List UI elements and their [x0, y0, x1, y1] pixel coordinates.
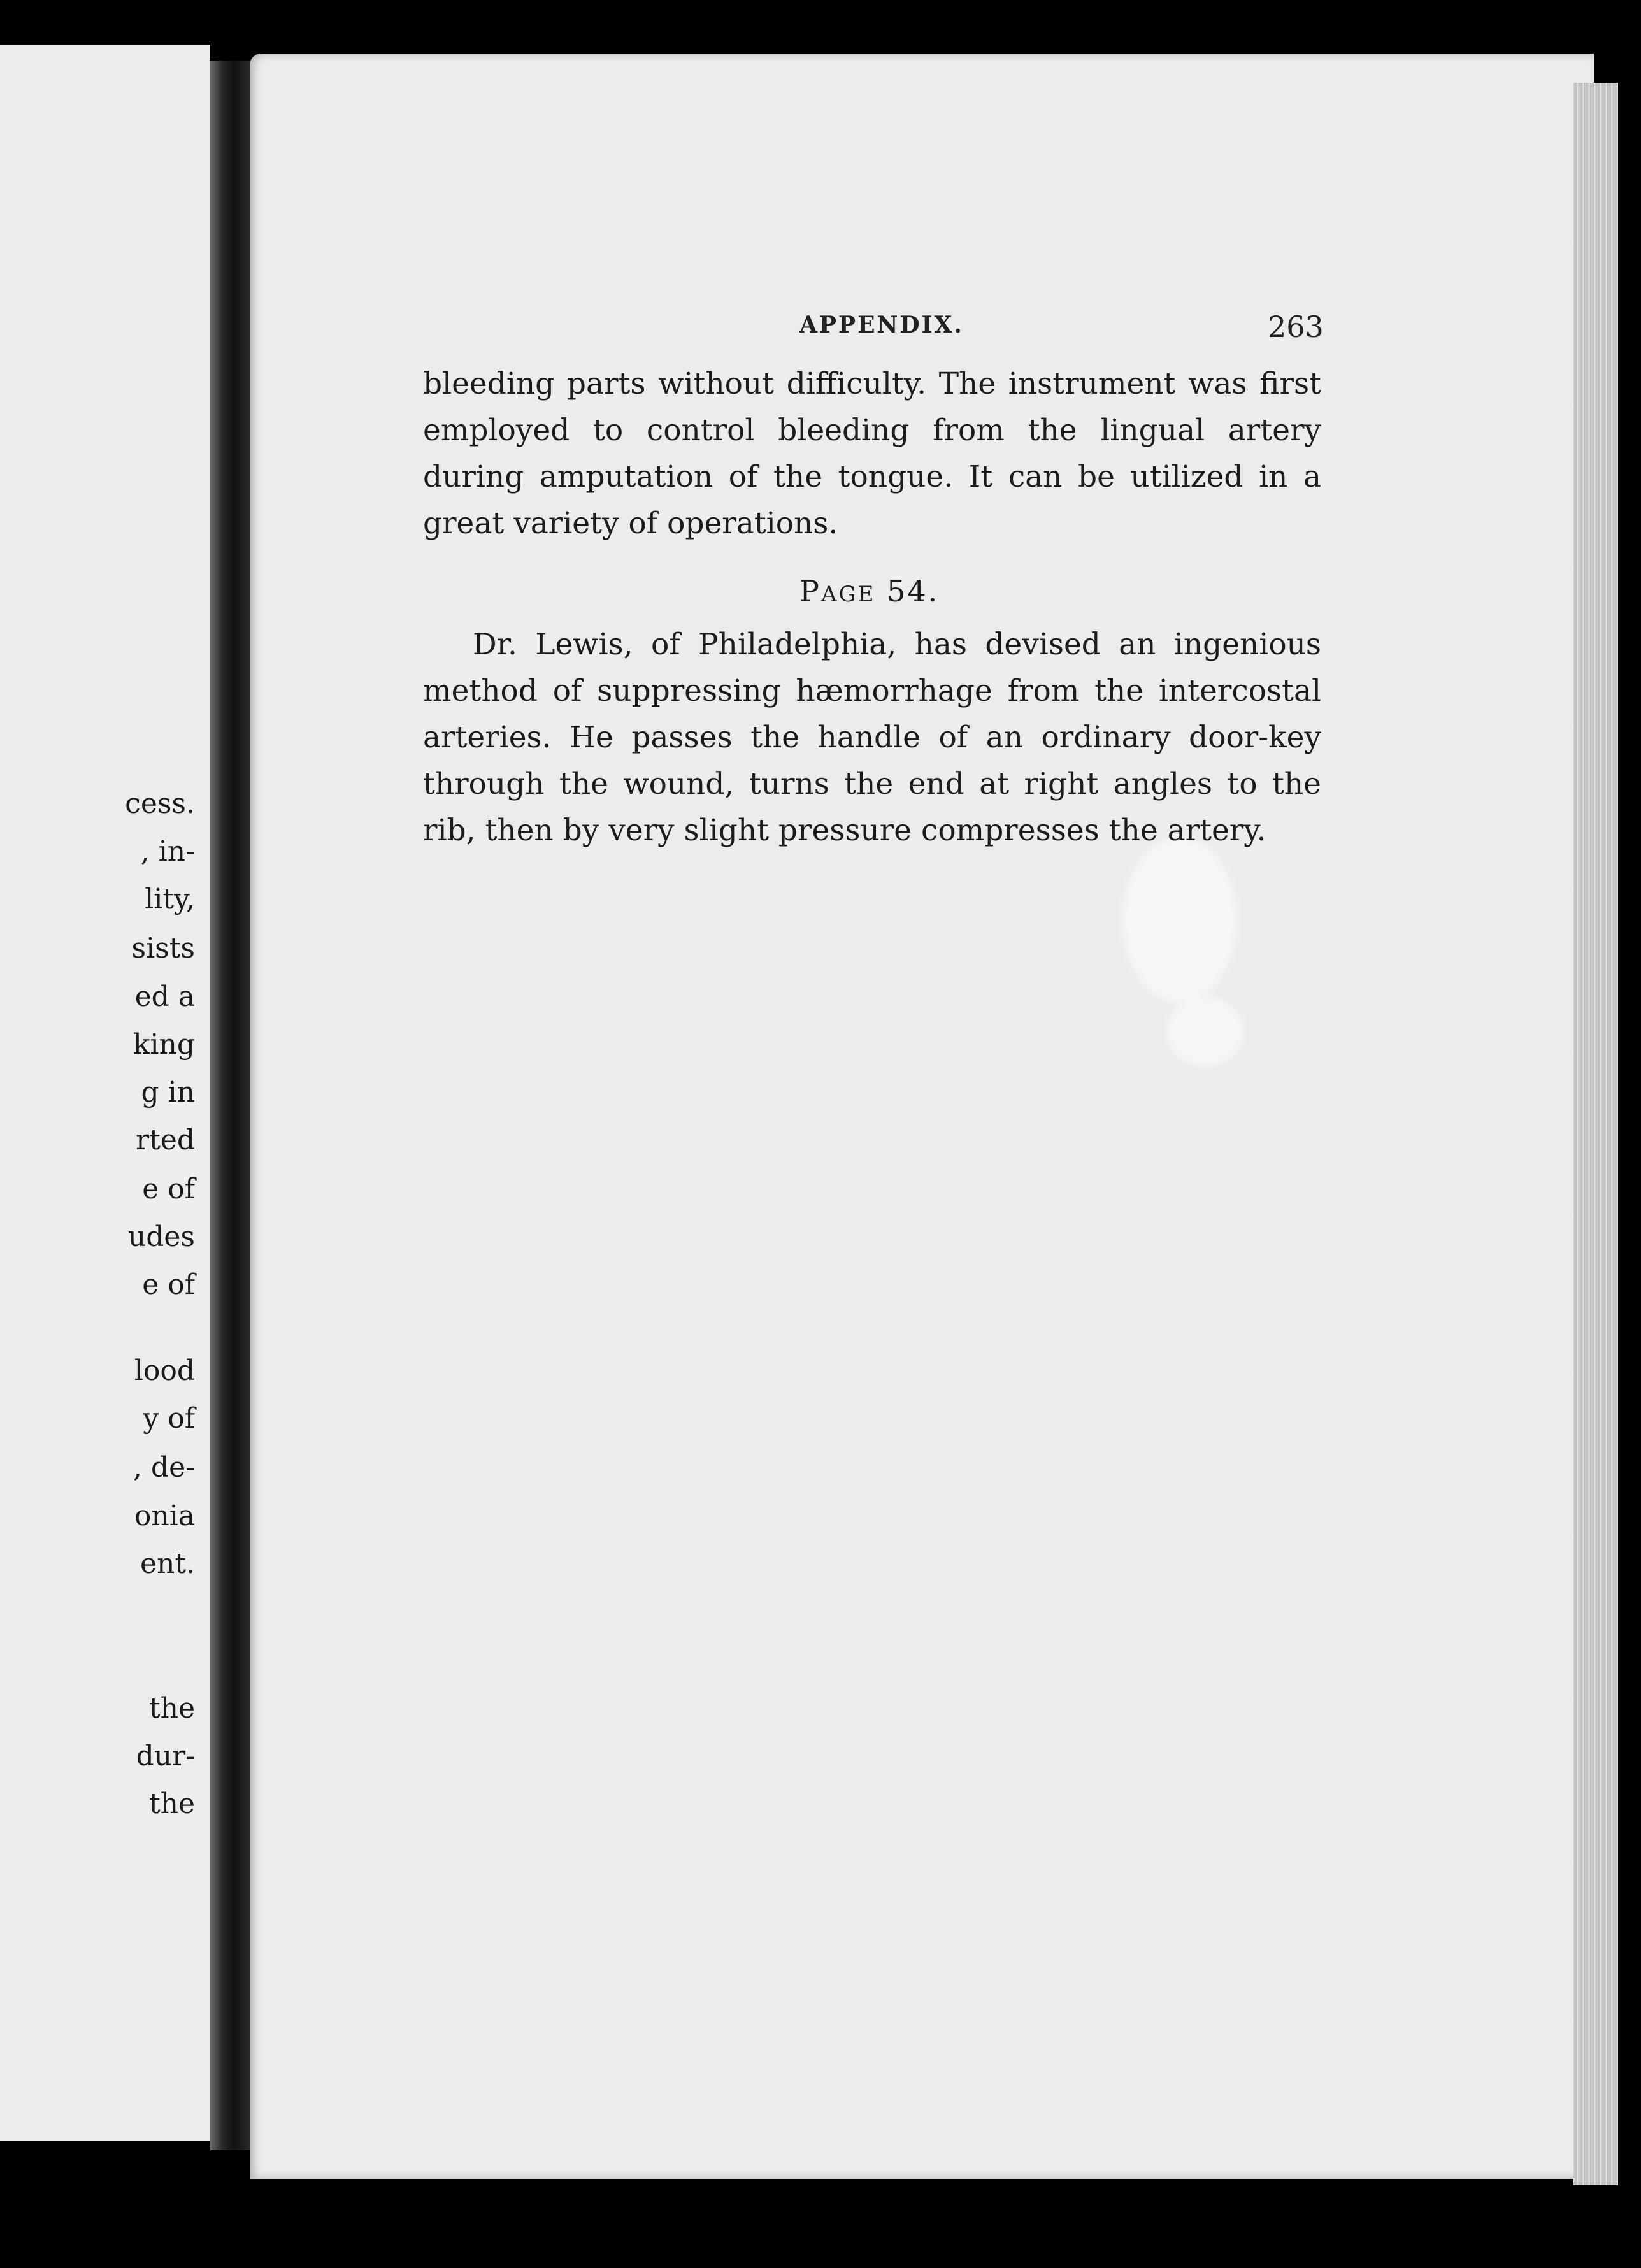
section-heading-smallcaps: AGE	[820, 582, 876, 607]
left-page-fragment: king	[133, 1028, 195, 1061]
left-page-fragment: sists	[131, 932, 195, 965]
book-gutter	[210, 61, 250, 2150]
left-page-fragment: , de-	[133, 1451, 195, 1484]
page-number: 263	[1268, 310, 1324, 344]
left-page-fragment: y of	[143, 1402, 195, 1435]
page-scuff-mark	[1122, 837, 1237, 1003]
left-page-fragment: udes	[127, 1221, 195, 1253]
section-heading	[799, 574, 940, 608]
left-page-fragment: onia	[134, 1500, 195, 1532]
left-page-fragment: g in	[141, 1076, 195, 1109]
section-heading-number: 54.	[887, 574, 940, 608]
section-heading-initial: P	[799, 574, 821, 608]
left-page-fragment: lity,	[145, 883, 195, 915]
left-page-fragment: ed a	[134, 980, 195, 1013]
left-page-fragment: cess.	[125, 787, 195, 820]
left-page-fragment: lood	[134, 1354, 195, 1387]
left-facing-page	[0, 45, 210, 2141]
left-page-fragment: the	[148, 1692, 195, 1725]
body-paragraph: Dr. Lewis, of Philadelphia, has devised an ingenious method of suppressing hæmorrhage from the intercostal arteries. He passes the handle of an ordinary door-key through the wound, turns the end at right angles to the rib, then by very slight pressure compresses the artery.	[423, 627, 1321, 848]
page-scuff-mark	[1167, 996, 1243, 1066]
left-page-fragment: rted	[136, 1124, 195, 1156]
left-page-fragment: the	[148, 1788, 195, 1820]
left-page-fragment: e of	[142, 1173, 195, 1205]
running-head: APPENDIX.	[799, 312, 964, 338]
left-page-fragment: dur-	[136, 1740, 195, 1772]
left-page-fragment: ent.	[140, 1547, 195, 1580]
left-page-fragment: e of	[142, 1268, 195, 1301]
left-page-fragment: , in-	[140, 835, 195, 868]
page-edges	[1573, 83, 1618, 2185]
body-paragraph: bleeding parts without difficulty. The instrument was first employed to control bleeding from the lingual artery during amputation of the tongue. It can be utilized in a great variety of operations.	[423, 366, 1321, 541]
